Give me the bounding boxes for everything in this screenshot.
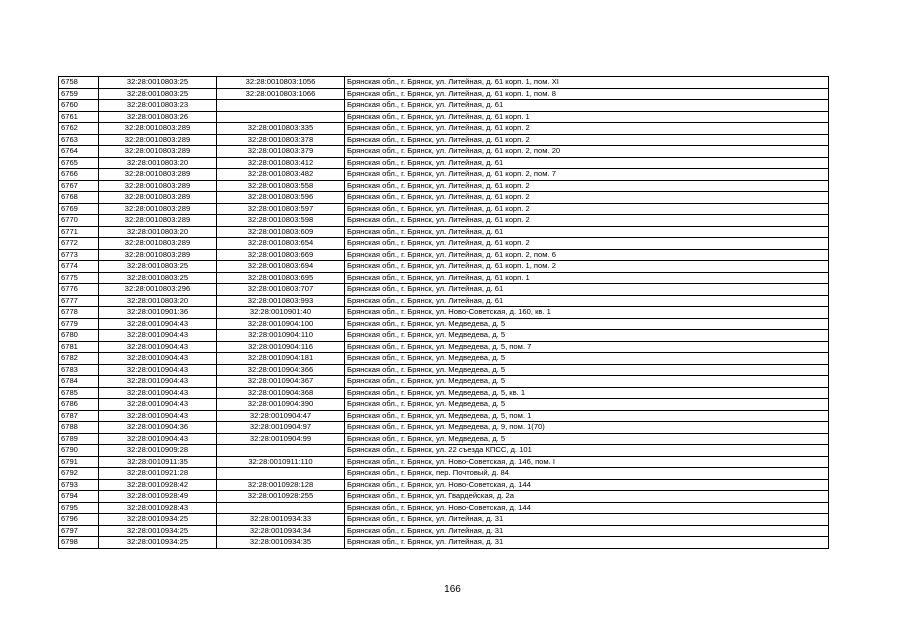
table-row xyxy=(59,169,829,181)
object-cadastral-number-cell: 32:28:0010904:367 xyxy=(217,376,345,388)
row-number-cell: 6785 xyxy=(59,387,99,399)
parcel-cadastral-number-cell: 32:28:0010904:43 xyxy=(99,330,217,342)
address-cell: Брянская обл., г. Брянск, ул. Гвардейская, д. 2а xyxy=(345,491,829,503)
parcel-cadastral-number-cell: 32:28:0010803:289 xyxy=(99,134,217,146)
address-cell: Брянская обл., г. Брянск, ул. Литейная, д. 61 xyxy=(345,100,829,112)
table-row xyxy=(59,514,829,526)
table-row xyxy=(59,433,829,445)
table-row xyxy=(59,341,829,353)
parcel-cadastral-number-cell: 32:28:0010803:20 xyxy=(99,157,217,169)
page-number: 166 xyxy=(444,584,461,595)
parcel-cadastral-number-cell: 32:28:0010803:289 xyxy=(99,192,217,204)
table-row xyxy=(59,180,829,192)
object-cadastral-number-cell: 32:28:0010904:181 xyxy=(217,353,345,365)
table-row xyxy=(59,295,829,307)
row-number-cell: 6787 xyxy=(59,410,99,422)
address-cell: Брянская обл., г. Брянск, ул. Медведева, д. 5 xyxy=(345,399,829,411)
parcel-cadastral-number-cell: 32:28:0010803:296 xyxy=(99,284,217,296)
object-cadastral-number-cell: 32:28:0010803:412 xyxy=(217,157,345,169)
address-cell: Брянская обл., г. Брянск, ул. Литейная, д. 61 корп. 2, пом. 7 xyxy=(345,169,829,181)
table-row xyxy=(59,399,829,411)
row-number-cell: 6783 xyxy=(59,364,99,376)
object-cadastral-number-cell: 32:28:0010928:255 xyxy=(217,491,345,503)
parcel-cadastral-number-cell: 32:28:0010921:28 xyxy=(99,468,217,480)
row-number-cell: 6782 xyxy=(59,353,99,365)
parcel-cadastral-number-cell: 32:28:0010934:25 xyxy=(99,525,217,537)
row-number-cell: 6790 xyxy=(59,445,99,457)
object-cadastral-number-cell: 32:28:0010803:335 xyxy=(217,123,345,135)
row-number-cell: 6774 xyxy=(59,261,99,273)
parcel-cadastral-number-cell: 32:28:0010901:36 xyxy=(99,307,217,319)
row-number-cell: 6781 xyxy=(59,341,99,353)
table-row xyxy=(59,284,829,296)
object-cadastral-number-cell: 32:28:0010803:596 xyxy=(217,192,345,204)
row-number-cell: 6775 xyxy=(59,272,99,284)
object-cadastral-number-cell: 32:28:0010904:368 xyxy=(217,387,345,399)
object-cadastral-number-cell: 32:28:0010911:110 xyxy=(217,456,345,468)
address-cell: Брянская обл., г. Брянск, ул. Литейная, д. 61 xyxy=(345,226,829,238)
address-cell: Брянская обл., г. Брянск, ул. 22 съезда КПСС, д. 101 xyxy=(345,445,829,457)
address-cell: Брянская обл., г. Брянск, ул. Ново-Советская, д. 160, кв. 1 xyxy=(345,307,829,319)
table-row xyxy=(59,422,829,434)
row-number-cell: 6789 xyxy=(59,433,99,445)
table-row xyxy=(59,387,829,399)
row-number-cell: 6777 xyxy=(59,295,99,307)
parcel-cadastral-number-cell: 32:28:0010904:43 xyxy=(99,364,217,376)
object-cadastral-number-cell: 32:28:0010803:694 xyxy=(217,261,345,273)
address-cell: Брянская обл., г. Брянск, ул. Медведева, д. 5 xyxy=(345,364,829,376)
row-number-cell: 6773 xyxy=(59,249,99,261)
object-cadastral-number-cell: 32:28:0010803:598 xyxy=(217,215,345,227)
row-number-cell: 6767 xyxy=(59,180,99,192)
parcel-cadastral-number-cell: 32:28:0010904:43 xyxy=(99,433,217,445)
address-cell: Брянская обл., г. Брянск, ул. Медведева, д. 9, пом. 1(70) xyxy=(345,422,829,434)
object-cadastral-number-cell: 32:28:0010904:100 xyxy=(217,318,345,330)
table-row xyxy=(59,376,829,388)
parcel-cadastral-number-cell: 32:28:0010904:43 xyxy=(99,353,217,365)
parcel-cadastral-number-cell: 32:28:0010803:25 xyxy=(99,272,217,284)
parcel-cadastral-number-cell: 32:28:0010803:20 xyxy=(99,226,217,238)
table-row xyxy=(59,157,829,169)
registry-table-body xyxy=(59,77,829,549)
object-cadastral-number-cell: 32:28:0010904:97 xyxy=(217,422,345,434)
row-number-cell: 6778 xyxy=(59,307,99,319)
object-cadastral-number-cell: 32:28:0010904:47 xyxy=(217,410,345,422)
table-row xyxy=(59,537,829,549)
row-number-cell: 6770 xyxy=(59,215,99,227)
table-row xyxy=(59,456,829,468)
row-number-cell: 6769 xyxy=(59,203,99,215)
address-cell: Брянская обл., г. Брянск, ул. Литейная, д. 61 корп. 1 xyxy=(345,272,829,284)
object-cadastral-number-cell: 32:28:0010904:366 xyxy=(217,364,345,376)
table-row xyxy=(59,203,829,215)
parcel-cadastral-number-cell: 32:28:0010803:25 xyxy=(99,88,217,100)
address-cell: Брянская обл., г. Брянск, ул. Ново-Советская, д. 146, пом. I xyxy=(345,456,829,468)
address-cell: Брянская обл., г. Брянск, ул. Медведева, д. 5 xyxy=(345,433,829,445)
table-row xyxy=(59,318,829,330)
address-cell: Брянская обл., г. Брянск, ул. Медведева, д. 5 xyxy=(345,353,829,365)
parcel-cadastral-number-cell: 32:28:0010934:25 xyxy=(99,537,217,549)
address-cell: Брянская обл., г. Брянск, ул. Литейная, д. 61 xyxy=(345,157,829,169)
object-cadastral-number-cell: 32:28:0010803:482 xyxy=(217,169,345,181)
parcel-cadastral-number-cell: 32:28:0010911:35 xyxy=(99,456,217,468)
object-cadastral-number-cell: 32:28:0010803:597 xyxy=(217,203,345,215)
address-cell: Брянская обл., г. Брянск, ул. Литейная, д. 31 xyxy=(345,514,829,526)
parcel-cadastral-number-cell: 32:28:0010803:289 xyxy=(99,146,217,158)
table-row xyxy=(59,192,829,204)
object-cadastral-number-cell: 32:28:0010803:695 xyxy=(217,272,345,284)
parcel-cadastral-number-cell: 32:28:0010803:25 xyxy=(99,77,217,89)
row-number-cell: 6784 xyxy=(59,376,99,388)
parcel-cadastral-number-cell: 32:28:0010904:43 xyxy=(99,318,217,330)
object-cadastral-number-cell: 32:28:0010934:34 xyxy=(217,525,345,537)
table-row xyxy=(59,491,829,503)
table-row xyxy=(59,261,829,273)
address-cell: Брянская обл., г. Брянск, пер. Почтовый, д. 84 xyxy=(345,468,829,480)
address-cell: Брянская обл., г. Брянск, ул. Литейная, д. 61 xyxy=(345,295,829,307)
table-row xyxy=(59,272,829,284)
row-number-cell: 6793 xyxy=(59,479,99,491)
row-number-cell: 6759 xyxy=(59,88,99,100)
address-cell: Брянская обл., г. Брянск, ул. Литейная, д. 61 xyxy=(345,284,829,296)
object-cadastral-number-cell: 32:28:0010901:40 xyxy=(217,307,345,319)
address-cell: Брянская обл., г. Брянск, ул. Литейная, д. 61 корп. 1, пом. XI xyxy=(345,77,829,89)
table-row xyxy=(59,479,829,491)
row-number-cell: 6768 xyxy=(59,192,99,204)
parcel-cadastral-number-cell: 32:28:0010928:49 xyxy=(99,491,217,503)
row-number-cell: 6761 xyxy=(59,111,99,123)
object-cadastral-number-cell xyxy=(217,100,345,112)
table-row xyxy=(59,502,829,514)
parcel-cadastral-number-cell: 32:28:0010904:43 xyxy=(99,399,217,411)
parcel-cadastral-number-cell: 32:28:0010803:289 xyxy=(99,215,217,227)
row-number-cell: 6766 xyxy=(59,169,99,181)
row-number-cell: 6758 xyxy=(59,77,99,89)
table-row xyxy=(59,123,829,135)
parcel-cadastral-number-cell: 32:28:0010803:289 xyxy=(99,203,217,215)
row-number-cell: 6762 xyxy=(59,123,99,135)
address-cell: Брянская обл., г. Брянск, ул. Литейная, д. 61 корп. 2, пом. 6 xyxy=(345,249,829,261)
row-number-cell: 6760 xyxy=(59,100,99,112)
row-number-cell: 6796 xyxy=(59,514,99,526)
parcel-cadastral-number-cell: 32:28:0010909:28 xyxy=(99,445,217,457)
object-cadastral-number-cell: 32:28:0010934:33 xyxy=(217,514,345,526)
address-cell: Брянская обл., г. Брянск, ул. Литейная, д. 61 корп. 2 xyxy=(345,238,829,250)
parcel-cadastral-number-cell: 32:28:0010904:36 xyxy=(99,422,217,434)
address-cell: Брянская обл., г. Брянск, ул. Литейная, д. 61 корп. 2 xyxy=(345,123,829,135)
row-number-cell: 6794 xyxy=(59,491,99,503)
object-cadastral-number-cell: 32:28:0010904:99 xyxy=(217,433,345,445)
table-row xyxy=(59,364,829,376)
table-row xyxy=(59,238,829,250)
parcel-cadastral-number-cell: 32:28:0010928:43 xyxy=(99,502,217,514)
row-number-cell: 6764 xyxy=(59,146,99,158)
address-cell: Брянская обл., г. Брянск, ул. Медведева, д. 5 xyxy=(345,318,829,330)
row-number-cell: 6795 xyxy=(59,502,99,514)
address-cell: Брянская обл., г. Брянск, ул. Литейная, д. 61 корп. 2 xyxy=(345,192,829,204)
object-cadastral-number-cell: 32:28:0010904:390 xyxy=(217,399,345,411)
object-cadastral-number-cell xyxy=(217,468,345,480)
address-cell: Брянская обл., г. Брянск, ул. Литейная, д. 31 xyxy=(345,537,829,549)
row-number-cell: 6786 xyxy=(59,399,99,411)
table-row xyxy=(59,353,829,365)
object-cadastral-number-cell: 32:28:0010904:110 xyxy=(217,330,345,342)
parcel-cadastral-number-cell: 32:28:0010904:43 xyxy=(99,341,217,353)
object-cadastral-number-cell: 32:28:0010934:35 xyxy=(217,537,345,549)
parcel-cadastral-number-cell: 32:28:0010803:289 xyxy=(99,169,217,181)
parcel-cadastral-number-cell: 32:28:0010803:289 xyxy=(99,249,217,261)
parcel-cadastral-number-cell: 32:28:0010934:25 xyxy=(99,514,217,526)
address-cell: Брянская обл., г. Брянск, ул. Литейная, д. 31 xyxy=(345,525,829,537)
address-cell: Брянская обл., г. Брянск, ул. Литейная, д. 61 корп. 2 xyxy=(345,203,829,215)
address-cell: Брянская обл., г. Брянск, ул. Литейная, д. 61 корп. 1, пом. 8 xyxy=(345,88,829,100)
table-row xyxy=(59,111,829,123)
row-number-cell: 6788 xyxy=(59,422,99,434)
object-cadastral-number-cell: 32:28:0010803:654 xyxy=(217,238,345,250)
row-number-cell: 6797 xyxy=(59,525,99,537)
address-cell: Брянская обл., г. Брянск, ул. Медведева, д. 5 xyxy=(345,376,829,388)
table-row xyxy=(59,468,829,480)
row-number-cell: 6772 xyxy=(59,238,99,250)
parcel-cadastral-number-cell: 32:28:0010803:25 xyxy=(99,261,217,273)
table-row xyxy=(59,445,829,457)
object-cadastral-number-cell: 32:28:0010803:378 xyxy=(217,134,345,146)
address-cell: Брянская обл., г. Брянск, ул. Литейная, д. 61 корп. 2 xyxy=(345,134,829,146)
row-number-cell: 6791 xyxy=(59,456,99,468)
table-row xyxy=(59,307,829,319)
object-cadastral-number-cell: 32:28:0010803:558 xyxy=(217,180,345,192)
parcel-cadastral-number-cell: 32:28:0010803:20 xyxy=(99,295,217,307)
address-cell: Брянская обл., г. Брянск, ул. Литейная, д. 61 корп. 1 xyxy=(345,111,829,123)
address-cell: Брянская обл., г. Брянск, ул. Литейная, д. 61 корп. 2 xyxy=(345,180,829,192)
table-row xyxy=(59,410,829,422)
table-row xyxy=(59,249,829,261)
row-number-cell: 6763 xyxy=(59,134,99,146)
object-cadastral-number-cell: 32:28:0010803:1066 xyxy=(217,88,345,100)
table-row xyxy=(59,146,829,158)
parcel-cadastral-number-cell: 32:28:0010904:43 xyxy=(99,387,217,399)
address-cell: Брянская обл., г. Брянск, ул. Медведева, д. 5, пом. 1 xyxy=(345,410,829,422)
parcel-cadastral-number-cell: 32:28:0010803:289 xyxy=(99,238,217,250)
object-cadastral-number-cell: 32:28:0010803:1056 xyxy=(217,77,345,89)
row-number-cell: 6798 xyxy=(59,537,99,549)
object-cadastral-number-cell: 32:28:0010803:707 xyxy=(217,284,345,296)
table-row xyxy=(59,215,829,227)
object-cadastral-number-cell: 32:28:0010803:993 xyxy=(217,295,345,307)
parcel-cadastral-number-cell: 32:28:0010803:289 xyxy=(99,123,217,135)
object-cadastral-number-cell xyxy=(217,111,345,123)
row-number-cell: 6776 xyxy=(59,284,99,296)
parcel-cadastral-number-cell: 32:28:0010904:43 xyxy=(99,376,217,388)
object-cadastral-number-cell: 32:28:0010803:379 xyxy=(217,146,345,158)
address-cell: Брянская обл., г. Брянск, ул. Литейная, д. 61 корп. 2, пом. 20 xyxy=(345,146,829,158)
row-number-cell: 6771 xyxy=(59,226,99,238)
object-cadastral-number-cell: 32:28:0010803:669 xyxy=(217,249,345,261)
parcel-cadastral-number-cell: 32:28:0010803:289 xyxy=(99,180,217,192)
object-cadastral-number-cell: 32:28:0010928:128 xyxy=(217,479,345,491)
registry-table xyxy=(58,76,829,549)
address-cell: Брянская обл., г. Брянск, ул. Медведева, д. 5, пом. 7 xyxy=(345,341,829,353)
object-cadastral-number-cell xyxy=(217,445,345,457)
address-cell: Брянская обл., г. Брянск, ул. Медведева, д. 5, кв. 1 xyxy=(345,387,829,399)
row-number-cell: 6779 xyxy=(59,318,99,330)
address-cell: Брянская обл., г. Брянск, ул. Ново-Советская, д. 144 xyxy=(345,502,829,514)
table-row xyxy=(59,77,829,89)
parcel-cadastral-number-cell: 32:28:0010928:42 xyxy=(99,479,217,491)
table-row xyxy=(59,134,829,146)
address-cell: Брянская обл., г. Брянск, ул. Литейная, д. 61 корп. 2 xyxy=(345,215,829,227)
address-cell: Брянская обл., г. Брянск, ул. Литейная, д. 61 корп. 1, пом. 2 xyxy=(345,261,829,273)
table-row xyxy=(59,525,829,537)
object-cadastral-number-cell xyxy=(217,502,345,514)
parcel-cadastral-number-cell: 32:28:0010904:43 xyxy=(99,410,217,422)
table-row xyxy=(59,100,829,112)
address-cell: Брянская обл., г. Брянск, ул. Медведева, д. 5 xyxy=(345,330,829,342)
address-cell: Брянская обл., г. Брянск, ул. Ново-Советская, д. 144 xyxy=(345,479,829,491)
parcel-cadastral-number-cell: 32:28:0010803:23 xyxy=(99,100,217,112)
table-row xyxy=(59,226,829,238)
object-cadastral-number-cell: 32:28:0010904:116 xyxy=(217,341,345,353)
parcel-cadastral-number-cell: 32:28:0010803:26 xyxy=(99,111,217,123)
row-number-cell: 6780 xyxy=(59,330,99,342)
object-cadastral-number-cell: 32:28:0010803:609 xyxy=(217,226,345,238)
row-number-cell: 6765 xyxy=(59,157,99,169)
table-row xyxy=(59,330,829,342)
table-row xyxy=(59,88,829,100)
row-number-cell: 6792 xyxy=(59,468,99,480)
